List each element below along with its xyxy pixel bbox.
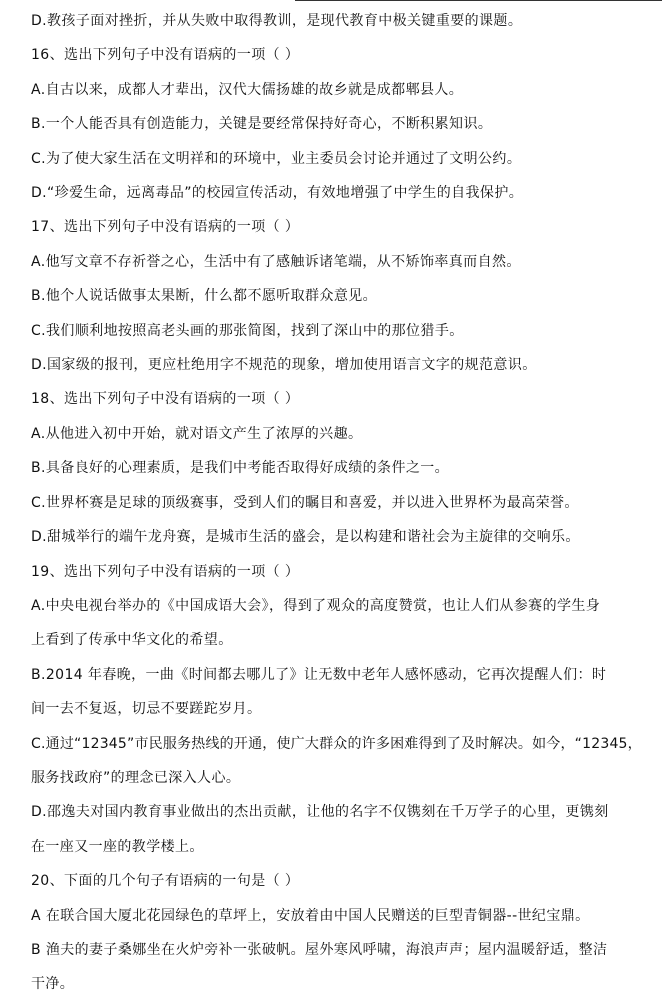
q20-option-b-line1: B 渔夫的妻子桑娜坐在火炉旁补一张破帆。屋外寒风呼啸，海浪声声；屋内温暖舒适，整洁 [31, 941, 608, 958]
q16-option-a: A.自古以来，成都人才辈出，汉代大儒扬雄的故乡就是成都郫县人。 [31, 81, 464, 98]
q20-stem: 20、下面的几个句子有语病的一句是（ ） [31, 873, 300, 890]
q16-option-d: D.“珍爱生命，远离毒品”的校园宣传活动，有效地增强了中学生的自我保护。 [31, 185, 524, 202]
document-page [31, 4, 643, 1002]
q18-stem: 18、选出下列句子中没有语病的一项（ ） [31, 391, 300, 408]
q18-option-a: A.从他进入初中开始，就对语文产生了浓厚的兴趣。 [31, 425, 363, 442]
q15-option-d: D.教孩子面对挫折，并从失败中取得教训，是现代教育中极关键重要的课题。 [31, 13, 523, 29]
q16-option-b: B.一个人能否具有创造能力，关键是要经常保持好奇心，不断积累知识。 [31, 116, 493, 133]
q17-option-c: C.我们顺利地按照高老头画的那张简图，找到了深山中的那位猎手。 [31, 322, 464, 339]
q17-stem: 17、选出下列句子中没有语病的一项（ ） [31, 219, 300, 236]
q19-option-d-line1: D.邵逸夫对国内教育事业做出的杰出贡献，让他的名字不仅镌刻在千万学子的心里，更镌刻 [31, 804, 609, 821]
q19-option-b-line2: 间一去不复返，切忌不要蹉跎岁月。 [31, 701, 262, 718]
top-rule [295, 0, 662, 1]
q18-option-b: B.具备良好的心理素质，是我们中考能否取得好成绩的条件之一。 [31, 460, 450, 477]
q19-option-a-line1: A.中央电视台举办的《中国成语大会》，得到了观众的高度赞赏，也让人们从参赛的学生身 [31, 597, 601, 614]
q16-stem: 16、选出下列句子中没有语病的一项（ ） [31, 47, 300, 64]
q20-option-a: A 在联合国大厦北花园绿色的草坪上，安放着由中国人民赠送的巨型青铜器--世纪宝鼎。 [31, 907, 590, 924]
q17-option-b: B.他个人说话做事太果断，什么都不愿听取群众意见。 [31, 288, 378, 305]
q18-option-d: D.甜城举行的端午龙舟赛，是城市生活的盛会，是以构建和谐社会为主旋律的交响乐。 [31, 529, 580, 546]
q19-stem: 19、选出下列句子中没有语病的一项（ ） [31, 563, 300, 580]
q19-option-d-line2: 在一座又一座的教学楼上。 [31, 838, 204, 855]
q17-option-a: A.他写文章不存祈誉之心，生活中有了感触诉诸笔端，从不矫饰率真而自然。 [31, 253, 521, 270]
q19-option-c-line1: C.通过“12345”市民服务热线的开通，使广大群众的许多困难得到了及时解决。如今，“12345， [31, 735, 642, 752]
q19-option-b-line1: B.2014 年春晚，一曲《时间都去哪儿了》让无数中老年人感怀感动，它再次提醒人们：时 [31, 666, 607, 683]
q20-option-b-line2: 干净。 [31, 976, 75, 993]
q18-option-c: C.世界杯赛是足球的顶级赛事，受到人们的瞩目和喜爱，并以进入世界杯为最高荣誉。 [31, 494, 579, 511]
q19-option-a-line2: 上看到了传承中华文化的希望。 [31, 632, 233, 649]
q17-option-d: D.国家级的报刊，更应杜绝用字不规范的现象，增加使用语言文字的规范意识。 [31, 357, 537, 374]
q19-option-c-line2: 服务找政府”的理念已深入人心。 [31, 769, 241, 786]
q16-option-c: C.为了使大家生活在文明祥和的环境中，业主委员会讨论并通过了文明公约。 [31, 150, 522, 167]
